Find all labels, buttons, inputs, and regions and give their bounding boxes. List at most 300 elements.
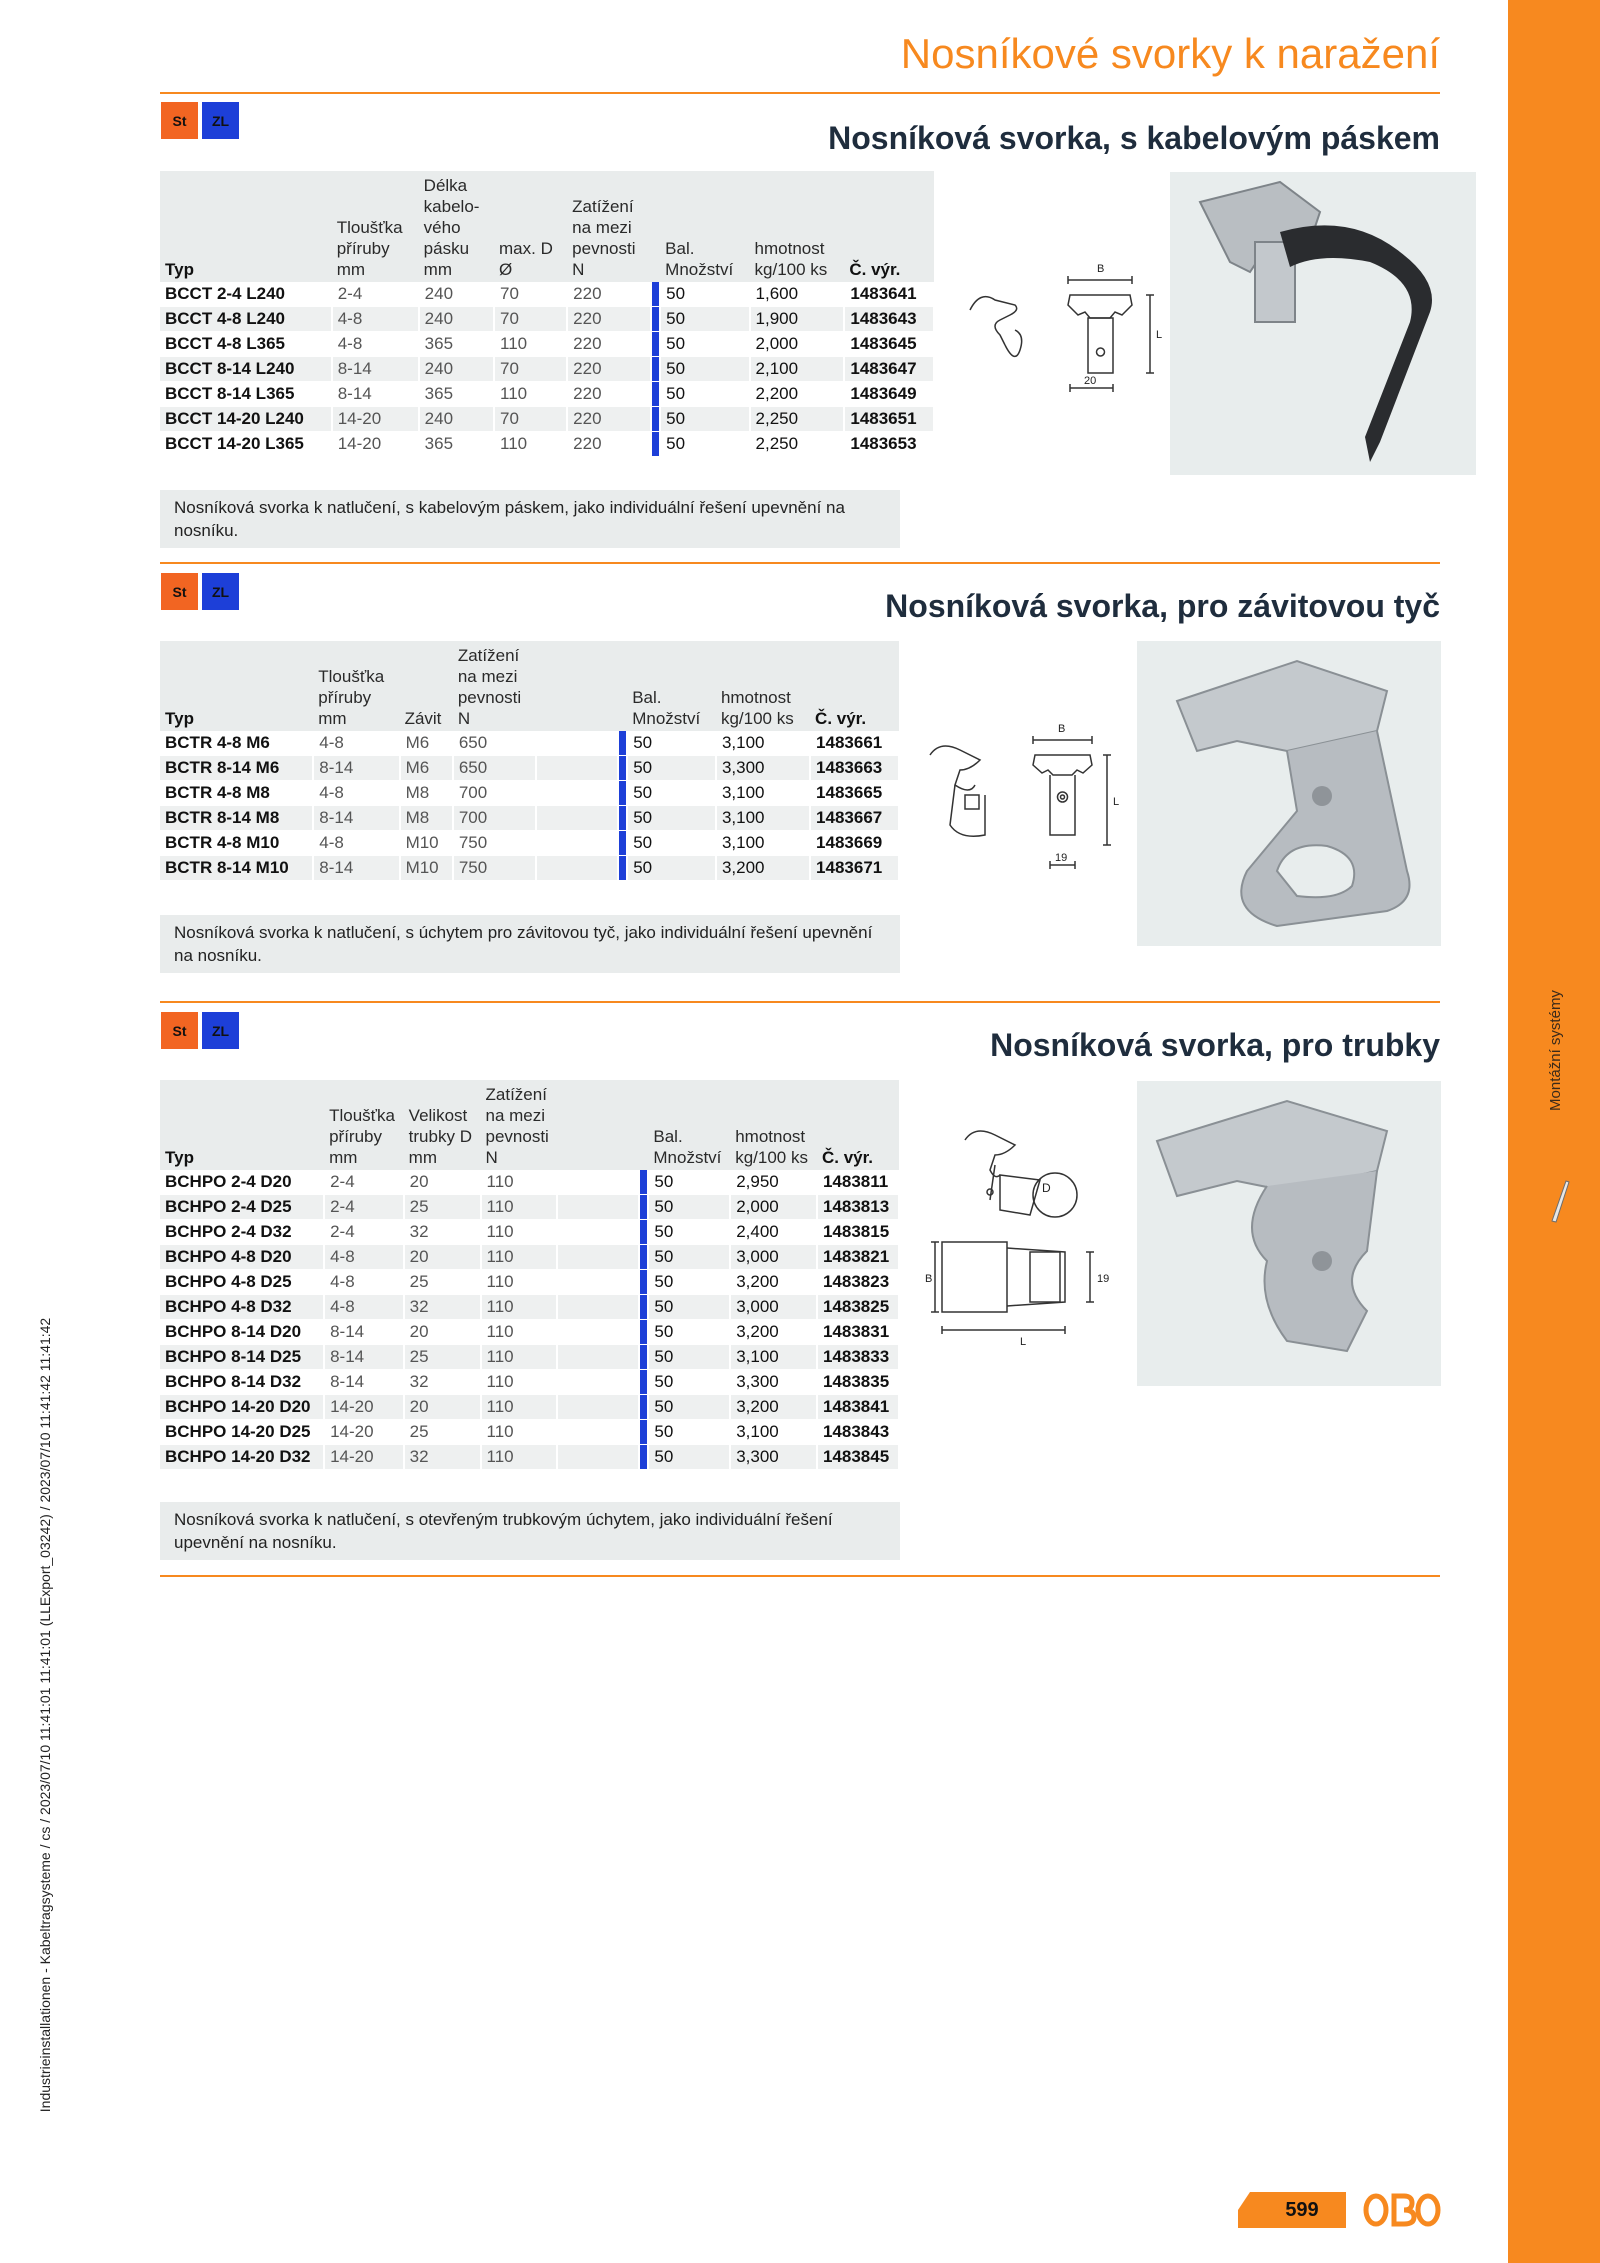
value-cell: 25 xyxy=(404,1270,481,1295)
value-cell: 8-14 xyxy=(324,1370,404,1395)
column-header: Zatížení na mezi pevnosti N xyxy=(567,171,651,282)
value-cell: 3,100 xyxy=(716,806,810,831)
value-cell: 25 xyxy=(404,1345,481,1370)
value-cell: 50 xyxy=(648,1345,730,1370)
value-cell xyxy=(557,1370,639,1395)
table-row xyxy=(160,856,899,881)
value-cell: 3,300 xyxy=(716,756,810,781)
table-row xyxy=(160,1170,899,1195)
blue-marker xyxy=(651,307,660,332)
value-cell: M8 xyxy=(400,781,453,806)
article-number-cell: 1483645 xyxy=(844,332,934,357)
value-cell: M10 xyxy=(400,831,453,856)
value-cell: 220 xyxy=(567,407,651,432)
orange-sidebar xyxy=(1508,0,1600,2263)
value-cell: 20 xyxy=(404,1320,481,1345)
value-cell: 50 xyxy=(660,407,749,432)
article-number-cell: 1483843 xyxy=(817,1420,899,1445)
table-row xyxy=(160,1320,899,1345)
value-cell: 2-4 xyxy=(324,1170,404,1195)
value-cell: 3,200 xyxy=(730,1395,817,1420)
table-row xyxy=(160,831,899,856)
obo-logo xyxy=(1362,2190,1442,2230)
blue-marker xyxy=(651,432,660,457)
value-cell xyxy=(557,1220,639,1245)
table-row xyxy=(160,1295,899,1320)
value-cell: 8-14 xyxy=(324,1345,404,1370)
type-cell: BCTR 4-8 M10 xyxy=(160,831,313,856)
value-cell: 110 xyxy=(481,1195,558,1220)
value-cell: 50 xyxy=(660,282,749,307)
value-cell: 70 xyxy=(494,357,567,382)
value-cell: 110 xyxy=(494,382,567,407)
value-cell: 3,300 xyxy=(730,1370,817,1395)
column-header: Tloušťka příruby mm xyxy=(313,641,399,731)
value-cell: 4-8 xyxy=(324,1295,404,1320)
blue-marker xyxy=(651,282,660,307)
value-cell: 110 xyxy=(481,1320,558,1345)
type-cell: BCHPO 2-4 D20 xyxy=(160,1170,324,1195)
page-number: 599 xyxy=(1285,2198,1319,2221)
value-cell xyxy=(557,1170,639,1195)
value-cell: 70 xyxy=(494,282,567,307)
article-number-cell: 1483665 xyxy=(810,781,899,806)
material-tag-st: St xyxy=(161,1012,198,1049)
value-cell: 3,000 xyxy=(730,1245,817,1270)
type-cell: BCTR 4-8 M8 xyxy=(160,781,313,806)
value-cell: 8-14 xyxy=(332,382,419,407)
section-rule xyxy=(160,1575,1440,1577)
value-cell: 1,900 xyxy=(750,307,845,332)
type-cell: BCCT 4-8 L240 xyxy=(160,307,332,332)
article-number-cell: 1483661 xyxy=(810,731,899,756)
column-header: hmotnost kg/100 ks xyxy=(730,1080,817,1170)
bar-header xyxy=(618,641,627,731)
column-header: Závit xyxy=(400,641,453,731)
value-cell: 220 xyxy=(567,382,651,407)
column-header: Tloušťka příruby mm xyxy=(324,1080,404,1170)
value-cell: M8 xyxy=(400,806,453,831)
value-cell xyxy=(557,1445,639,1470)
value-cell: 8-14 xyxy=(332,357,419,382)
value-cell: 4-8 xyxy=(324,1245,404,1270)
value-cell: 2,250 xyxy=(750,432,845,457)
value-cell: 220 xyxy=(567,432,651,457)
spec-table xyxy=(160,171,935,457)
value-cell: 240 xyxy=(419,282,494,307)
blue-marker xyxy=(618,781,627,806)
product-note: Nosníková svorka k natlučení, s kabelovým páskem, jako individuální řešení upevnění na nosníku. xyxy=(160,490,900,548)
table-row xyxy=(160,1420,899,1445)
value-cell: 50 xyxy=(627,831,716,856)
value-cell: 32 xyxy=(404,1295,481,1320)
type-cell: BCTR 8-14 M6 xyxy=(160,756,313,781)
type-cell: BCHPO 14-20 D20 xyxy=(160,1395,324,1420)
article-number-cell: 1483821 xyxy=(817,1245,899,1270)
value-cell: 220 xyxy=(567,307,651,332)
table-row xyxy=(160,432,934,457)
material-tag-zl: ZL xyxy=(202,573,239,610)
value-cell: 4-8 xyxy=(324,1270,404,1295)
value-cell: 3,200 xyxy=(716,856,810,881)
material-tag-st: St xyxy=(161,102,198,139)
article-number-cell: 1483813 xyxy=(817,1195,899,1220)
value-cell: 14-20 xyxy=(332,432,419,457)
value-cell: 110 xyxy=(481,1395,558,1420)
article-number-cell: 1483823 xyxy=(817,1270,899,1295)
column-header: Typ xyxy=(160,641,313,731)
value-cell: 110 xyxy=(494,332,567,357)
blue-marker xyxy=(651,407,660,432)
value-cell: 70 xyxy=(494,407,567,432)
blue-marker xyxy=(651,382,660,407)
value-cell: 50 xyxy=(627,781,716,806)
dim-width: 19 xyxy=(1097,1273,1110,1285)
article-number-cell: 1483647 xyxy=(844,357,934,382)
article-number-cell: 1483651 xyxy=(844,407,934,432)
dim-b: B xyxy=(1058,723,1066,735)
blue-marker xyxy=(639,1195,648,1220)
product-photo xyxy=(1137,1081,1441,1386)
value-cell: 50 xyxy=(627,856,716,881)
blue-marker xyxy=(651,357,660,382)
type-cell: BCCT 14-20 L240 xyxy=(160,407,332,432)
value-cell: 20 xyxy=(404,1395,481,1420)
section-title: Nosníková svorka, s kabelovým páskem xyxy=(828,120,1440,156)
blue-marker xyxy=(639,1245,648,1270)
blue-marker xyxy=(639,1270,648,1295)
value-cell: 2-4 xyxy=(324,1220,404,1245)
table-row xyxy=(160,332,934,357)
article-number-cell: 1483641 xyxy=(844,282,934,307)
dim-l: L xyxy=(1156,329,1163,341)
column-header: Tloušťka příruby mm xyxy=(332,171,419,282)
value-cell: 50 xyxy=(648,1245,730,1270)
type-cell: BCCT 8-14 L240 xyxy=(160,357,332,382)
value-cell: 750 xyxy=(453,831,536,856)
type-cell: BCHPO 8-14 D20 xyxy=(160,1320,324,1345)
value-cell xyxy=(536,856,618,881)
table-row xyxy=(160,781,899,806)
article-number-cell: 1483835 xyxy=(817,1370,899,1395)
chapter-label: Montážní systémy xyxy=(1546,989,1564,1111)
value-cell: 2,000 xyxy=(730,1195,817,1220)
value-cell: 650 xyxy=(453,731,536,756)
table-row xyxy=(160,382,934,407)
value-cell: M10 xyxy=(400,856,453,881)
type-cell: BCHPO 14-20 D25 xyxy=(160,1420,324,1445)
technical-drawing xyxy=(960,250,1170,400)
type-cell: BCHPO 2-4 D25 xyxy=(160,1195,324,1220)
article-number-cell: 1483671 xyxy=(810,856,899,881)
table-row xyxy=(160,1245,899,1270)
dim-b: B xyxy=(925,1273,933,1285)
type-cell: BCHPO 14-20 D32 xyxy=(160,1445,324,1470)
column-header: Č. výr. xyxy=(817,1080,899,1170)
section-title: Nosníková svorka, pro závitovou tyč xyxy=(885,588,1440,624)
type-cell: BCTR 4-8 M6 xyxy=(160,731,313,756)
value-cell: 3,200 xyxy=(730,1320,817,1345)
table-row xyxy=(160,731,899,756)
article-number-cell: 1483653 xyxy=(844,432,934,457)
value-cell xyxy=(536,781,618,806)
value-cell: 110 xyxy=(481,1295,558,1320)
value-cell: 1,600 xyxy=(750,282,845,307)
bar-header xyxy=(651,171,660,282)
spec-table xyxy=(160,1080,900,1470)
value-cell: 3,300 xyxy=(730,1445,817,1470)
column-header: Bal. Množství xyxy=(660,171,749,282)
product-note: Nosníková svorka k natlučení, s otevřeným trubkovým úchytem, jako individuální řešení upevnění na nosníku. xyxy=(160,1502,900,1560)
product-note: Nosníková svorka k natlučení, s úchytem pro závitovou tyč, jako individuální řešení upevnění na nosníku. xyxy=(160,915,900,973)
value-cell: 365 xyxy=(419,332,494,357)
value-cell: 32 xyxy=(404,1445,481,1470)
table-row xyxy=(160,357,934,382)
blue-marker xyxy=(618,831,627,856)
value-cell: 14-20 xyxy=(324,1420,404,1445)
article-number-cell: 1483841 xyxy=(817,1395,899,1420)
dim-l: L xyxy=(1113,796,1120,808)
blue-marker xyxy=(618,806,627,831)
section-title: Nosníková svorka, pro trubky xyxy=(990,1027,1440,1063)
value-cell xyxy=(536,831,618,856)
type-cell: BCCT 8-14 L365 xyxy=(160,382,332,407)
table-row xyxy=(160,1370,899,1395)
type-cell: BCTR 8-14 M10 xyxy=(160,856,313,881)
value-cell: 50 xyxy=(648,1195,730,1220)
blue-marker xyxy=(639,1445,648,1470)
value-cell: 240 xyxy=(419,357,494,382)
value-cell xyxy=(557,1395,639,1420)
column-header: Č. výr. xyxy=(844,171,934,282)
table-row xyxy=(160,1445,899,1470)
value-cell: 110 xyxy=(494,432,567,457)
value-cell: 220 xyxy=(567,282,651,307)
blue-marker xyxy=(639,1320,648,1345)
value-cell xyxy=(557,1270,639,1295)
column-header: Typ xyxy=(160,1080,324,1170)
value-cell: 32 xyxy=(404,1370,481,1395)
value-cell: 650 xyxy=(453,756,536,781)
value-cell: 3,100 xyxy=(730,1345,817,1370)
blue-marker xyxy=(618,856,627,881)
value-cell: 50 xyxy=(660,332,749,357)
article-number-cell: 1483833 xyxy=(817,1345,899,1370)
value-cell: 2,000 xyxy=(750,332,845,357)
value-cell: 2,250 xyxy=(750,407,845,432)
value-cell: 2,100 xyxy=(750,357,845,382)
technical-drawing xyxy=(925,715,1135,875)
value-cell: 365 xyxy=(419,382,494,407)
value-cell: 25 xyxy=(404,1195,481,1220)
column-header: Délka kabelo- vého pásku mm xyxy=(419,171,494,282)
value-cell: 20 xyxy=(404,1245,481,1270)
value-cell: 20 xyxy=(404,1170,481,1195)
article-number-cell: 1483663 xyxy=(810,756,899,781)
value-cell: 50 xyxy=(627,731,716,756)
column-header: Bal. Množství xyxy=(627,641,716,731)
blue-marker xyxy=(618,756,627,781)
column-header: Velikost trubky D mm xyxy=(404,1080,481,1170)
column-header: Typ xyxy=(160,171,332,282)
table-row xyxy=(160,1395,899,1420)
value-cell: 50 xyxy=(648,1320,730,1345)
value-cell: 50 xyxy=(660,382,749,407)
value-cell: 700 xyxy=(453,806,536,831)
column-header: Č. výr. xyxy=(810,641,899,731)
value-cell: 110 xyxy=(481,1170,558,1195)
value-cell: 50 xyxy=(648,1420,730,1445)
value-cell: 4-8 xyxy=(313,831,399,856)
article-number-cell: 1483667 xyxy=(810,806,899,831)
value-cell: M6 xyxy=(400,731,453,756)
value-cell: 14-20 xyxy=(332,407,419,432)
type-cell: BCHPO 2-4 D32 xyxy=(160,1220,324,1245)
value-cell: 110 xyxy=(481,1270,558,1295)
article-number-cell: 1483825 xyxy=(817,1295,899,1320)
value-cell: 240 xyxy=(419,307,494,332)
spec-table xyxy=(160,641,900,881)
table-row xyxy=(160,1195,899,1220)
value-cell: 50 xyxy=(648,1270,730,1295)
dim-b: B xyxy=(1097,263,1105,275)
section-rule xyxy=(160,562,1440,564)
value-cell: 8-14 xyxy=(313,806,399,831)
column-header: Zatížení na mezi pevnosti N xyxy=(453,641,536,731)
value-cell: 4-8 xyxy=(313,781,399,806)
value-cell: 2,200 xyxy=(750,382,845,407)
value-cell: 110 xyxy=(481,1245,558,1270)
value-cell: 50 xyxy=(660,432,749,457)
material-tag-st: St xyxy=(161,573,198,610)
value-cell: 110 xyxy=(481,1445,558,1470)
blue-marker xyxy=(639,1220,648,1245)
value-cell: 110 xyxy=(481,1220,558,1245)
table-row xyxy=(160,806,899,831)
column-header: hmotnost kg/100 ks xyxy=(716,641,810,731)
value-cell xyxy=(557,1345,639,1370)
type-cell: BCCT 2-4 L240 xyxy=(160,282,332,307)
column-header: hmotnost kg/100 ks xyxy=(750,171,845,282)
material-tag-zl: ZL xyxy=(202,102,239,139)
blue-marker xyxy=(639,1420,648,1445)
dim-width: 20 xyxy=(1084,375,1097,387)
table-row xyxy=(160,1345,899,1370)
article-number-cell: 1483669 xyxy=(810,831,899,856)
article-number-cell: 1483649 xyxy=(844,382,934,407)
value-cell: 50 xyxy=(648,1295,730,1320)
column-header xyxy=(536,641,618,731)
blue-marker xyxy=(639,1170,648,1195)
value-cell xyxy=(536,756,618,781)
value-cell xyxy=(557,1245,639,1270)
value-cell: 110 xyxy=(481,1370,558,1395)
column-header: Zatížení na mezi pevnosti N xyxy=(481,1080,558,1170)
value-cell: 50 xyxy=(627,806,716,831)
value-cell: 3,000 xyxy=(730,1295,817,1320)
blue-marker xyxy=(639,1395,648,1420)
column-header: Bal. Množství xyxy=(648,1080,730,1170)
value-cell: 8-14 xyxy=(324,1320,404,1345)
beam-clamp-icon xyxy=(1548,1175,1572,1225)
type-cell: BCHPO 4-8 D20 xyxy=(160,1245,324,1270)
value-cell: 3,100 xyxy=(716,831,810,856)
value-cell: 50 xyxy=(648,1445,730,1470)
value-cell: 110 xyxy=(481,1345,558,1370)
table-row xyxy=(160,1270,899,1295)
value-cell: 220 xyxy=(567,357,651,382)
value-cell: 50 xyxy=(660,307,749,332)
column-header xyxy=(557,1080,639,1170)
value-cell xyxy=(557,1320,639,1345)
value-cell xyxy=(557,1420,639,1445)
type-cell: BCHPO 4-8 D32 xyxy=(160,1295,324,1320)
value-cell: 3,100 xyxy=(730,1420,817,1445)
type-cell: BCCT 14-20 L365 xyxy=(160,432,332,457)
article-number-cell: 1483811 xyxy=(817,1170,899,1195)
blue-marker xyxy=(639,1295,648,1320)
page-title: Nosníkové svorky k naražení xyxy=(900,30,1440,77)
article-number-cell: 1483643 xyxy=(844,307,934,332)
value-cell: 50 xyxy=(648,1220,730,1245)
value-cell: 70 xyxy=(494,307,567,332)
product-photo xyxy=(1170,172,1476,475)
blue-marker xyxy=(639,1345,648,1370)
value-cell: 50 xyxy=(648,1370,730,1395)
table-row xyxy=(160,282,934,307)
type-cell: BCHPO 8-14 D25 xyxy=(160,1345,324,1370)
value-cell: 110 xyxy=(481,1420,558,1445)
article-number-cell: 1483815 xyxy=(817,1220,899,1245)
material-tag-zl: ZL xyxy=(202,1012,239,1049)
bar-header xyxy=(639,1080,648,1170)
type-cell: BCTR 8-14 M8 xyxy=(160,806,313,831)
value-cell: 50 xyxy=(648,1170,730,1195)
value-cell: 240 xyxy=(419,407,494,432)
article-number-cell: 1483845 xyxy=(817,1445,899,1470)
table-row xyxy=(160,756,899,781)
value-cell: 2,950 xyxy=(730,1170,817,1195)
value-cell: 3,100 xyxy=(716,731,810,756)
value-cell: 50 xyxy=(627,756,716,781)
value-cell: 25 xyxy=(404,1420,481,1445)
blue-marker xyxy=(639,1370,648,1395)
value-cell: 50 xyxy=(660,357,749,382)
value-cell: 3,200 xyxy=(730,1270,817,1295)
table-row xyxy=(160,1220,899,1245)
column-header: max. D Ø xyxy=(494,171,567,282)
type-cell: BCCT 4-8 L365 xyxy=(160,332,332,357)
value-cell: 50 xyxy=(648,1395,730,1420)
value-cell: 4-8 xyxy=(332,332,419,357)
value-cell: M6 xyxy=(400,756,453,781)
value-cell: 14-20 xyxy=(324,1445,404,1470)
value-cell: 220 xyxy=(567,332,651,357)
value-cell xyxy=(557,1295,639,1320)
value-cell xyxy=(536,731,618,756)
value-cell xyxy=(536,806,618,831)
blue-marker xyxy=(651,332,660,357)
value-cell: 3,100 xyxy=(716,781,810,806)
value-cell: 32 xyxy=(404,1220,481,1245)
dim-width: 19 xyxy=(1055,852,1068,864)
dim-d: D xyxy=(1042,1181,1051,1195)
value-cell: 2,400 xyxy=(730,1220,817,1245)
article-number-cell: 1483831 xyxy=(817,1320,899,1345)
type-cell: BCHPO 8-14 D32 xyxy=(160,1370,324,1395)
value-cell: 365 xyxy=(419,432,494,457)
value-cell: 4-8 xyxy=(313,731,399,756)
